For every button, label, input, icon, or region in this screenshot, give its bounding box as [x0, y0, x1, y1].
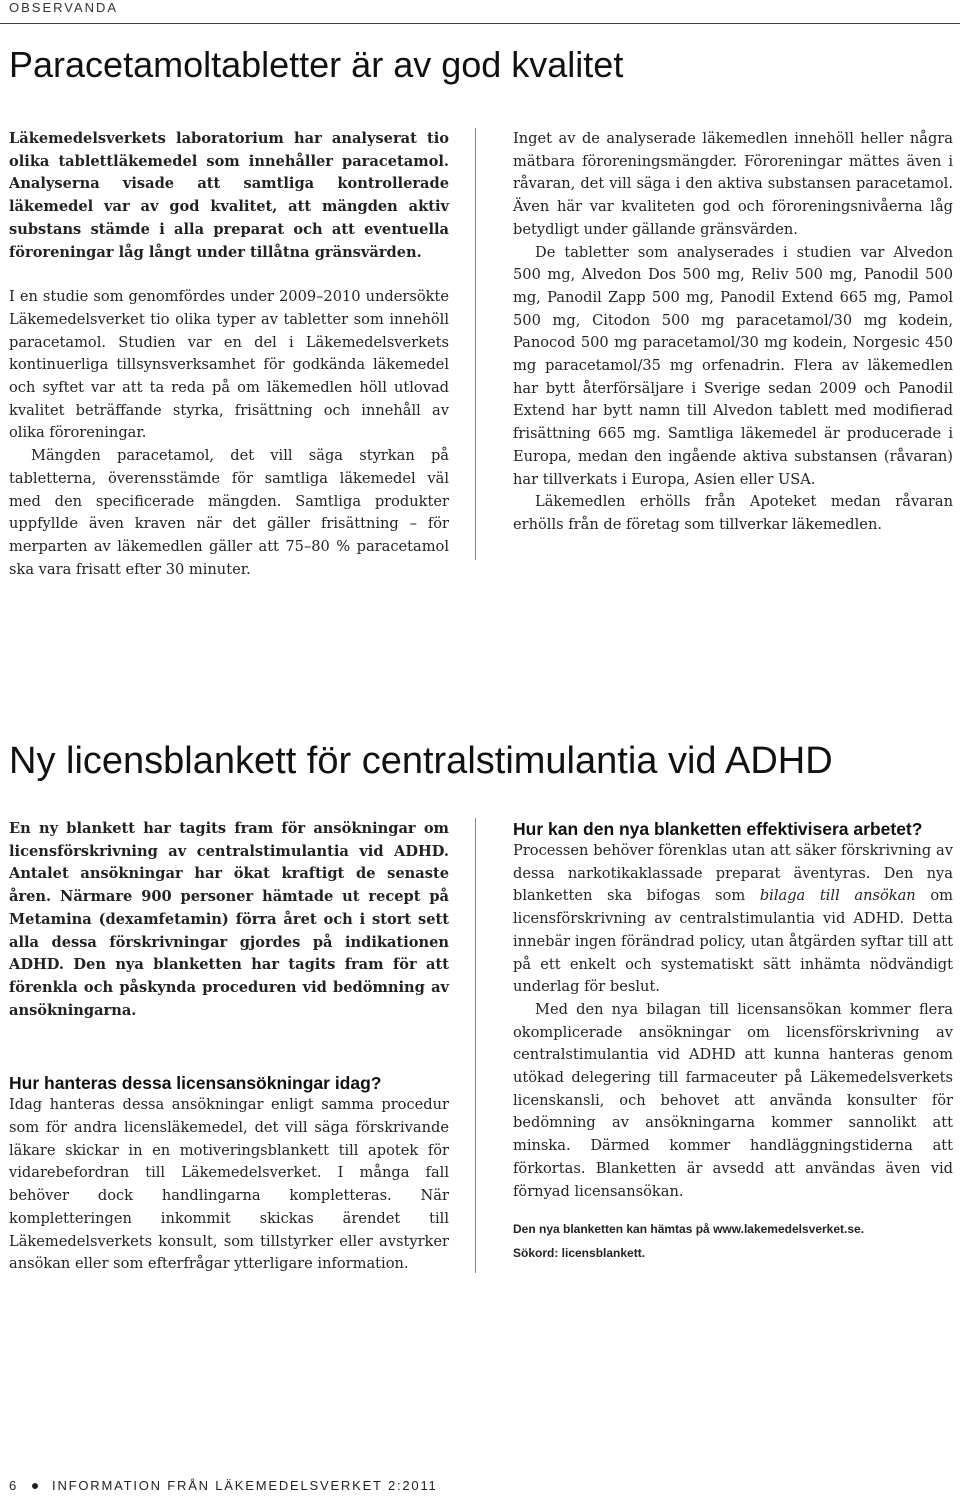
page-number: 6 — [9, 1478, 19, 1493]
article1-left-column — [9, 128, 449, 581]
article1-paragraph: De tabletter som analyserades i studien var Alvedon 500 mg, Alvedon Dos 500 mg, Reliv 500 mg, Panodil 500 mg, Panodil Zapp 500 mg, Panodil Extend 665 mg, Pamol 500 mg, Citodon 500 mg paracetamol/30 mg kodein, Panocod 500 mg paracetamol/30 mg kodein, Norgesic 450 mg paracetamol/35 mg orfenadrin. Flera av läkemedlen har bytt återförsäljare i Sverige sedan 2009 och Panodil Extend har bytt namn till Alvedon tablett med modifierad frisättning 665 mg. Samtliga läkemedel är producerade i Europa, medan den ingående aktiva substansen (råvaran) har tillverkats i Europa, Asien eller USA. — [513, 243, 953, 488]
top-divider — [0, 23, 960, 24]
article1-lead: Läkemedelsverkets laboratorium har analyserat tio olika tablettläkemedel som innehåller paracetamol. Analyserna visade att samtliga kontrollerade läkemedel var av god kvalitet, att mängden aktiv substans stämde i alla preparat och att eventuella föroreningar låg långt under tillåtna gränsvärden. — [9, 130, 449, 261]
download-note — [513, 1217, 953, 1265]
italic-phrase: bilaga till ansökan — [759, 887, 916, 905]
download-note-keyword: Sökord: licensblankett. — [513, 1246, 646, 1261]
article1-paragraph: Inget av de analyserade läkemedlen innehöll heller några mätbara föroreningsmängder. Föroreningar mättes även i råvaran, det vill säga i den aktiva substansen paracetamol. Även här var kvaliteten god och föroreningsnivåerna låg betydligt under gällande gränsvärden. — [513, 130, 953, 238]
article2-right-heading: Hur kan den nya blanketten effektivisera arbetet? — [513, 819, 923, 839]
column-divider — [475, 818, 476, 1273]
paragraph-text: Processen behöver förenklas utan att säker förskrivning av dessa narkotikaklassade preparat äventyras. Den nya blanketten ska bifogas som — [513, 842, 953, 905]
article2-lead: En ny blankett har tagits fram för ansökningar om licensförskrivning av centralstimulantia vid ADHD. Antalet ansökningar har ökat kraftigt de senaste åren. Närmare 900 personer hämtade ut recept på Metamina (dexamfetamin) förra året och i stort sett alla dessa förskrivningar gjordes på indikationen ADHD. Den nya blanketten har tagits fram för att förenkla och påskynda proceduren vid bedömning av ansökningarna. — [9, 820, 449, 1019]
article2-right-column — [513, 818, 953, 1265]
article1-paragraph: Mängden paracetamol, det vill säga styrkan på tabletterna, överensstämde för samtliga läkemedel väl med den specificerade mängden. Samtliga produkter uppfyllde även kraven när det gäller frisättning – för merparten av läkemedlen gäller att 75–80 % paracetamol ska vara frisatt efter 30 minuter. — [9, 447, 449, 578]
paragraph-text: om licensförskrivning av centralstimulantia vid ADHD. Detta innebär ingen förändrad policy, utan åtgärden syftar till att på ett enkelt och systematiskt sätt inhämta nödvändigt underlag för beslut. — [513, 887, 953, 996]
publication-name: INFORMATION FRÅN LÄKEMEDELSVERKET 2:2011 — [52, 1478, 438, 1493]
article2-left-column — [9, 818, 449, 1276]
section-label: OBSERVANDA — [9, 0, 119, 15]
article2-left-heading: Hur hanteras dessa licensansökningar idag? — [9, 1073, 382, 1094]
article1-paragraph: I en studie som genomfördes under 2009–2010 undersökte Läkemedelsverket tio olika typer av tabletter som innehöll paracetamol. Studien var en del i Läkemedelsverkets kontinuerliga tillsynsverksamhet för godkända läkemedel och syftet var att ta reda på om läkemedlen höll utlovad kvalitet beträffande styrka, frisättning och innehåll av olika föroreningar. — [9, 288, 449, 442]
article1-right-column — [513, 128, 953, 537]
page-footer — [9, 1478, 438, 1493]
article1-paragraph: Läkemedlen erhölls från Apoteket medan råvaran erhölls från de företag som tillverkar läkemedlen. — [513, 493, 953, 533]
article2-title: Ny licensblankett för centralstimulantia vid ADHD — [9, 740, 833, 782]
column-divider — [475, 128, 476, 560]
article2-paragraph — [513, 840, 953, 999]
bullet-icon — [32, 1483, 38, 1489]
article1-title: Paracetamoltabletter är av god kvalitet — [9, 44, 624, 85]
download-note-url: Den nya blanketten kan hämtas på www.lakemedelsverket.se. — [513, 1222, 865, 1237]
article2-paragraph: Med den nya bilagan till licensansökan kommer flera okomplicerade ansökningar om licensförskrivning av centralstimulantia vid ADHD att kunna hanteras genom utökad delegering till farmaceuter på Läkemedelsverkets licenskansli, och behovet att använda konsulter för bedömning av ansökningarna kommer sannolikt att minska. Därmed kommer handläggningstiderna att förkortas. Blanketten är avsedd att användas även vid förnyad licensansökan. — [513, 1000, 953, 1200]
article2-paragraph: Idag hanteras dessa ansökningar enligt samma procedur som för andra licensläkemedel, det vill säga förskrivande läkare skickar in en motiveringsblankett till apotek för vidarebefordran till Läkemedelsverket. I många fall behöver dock handlingarna kompletteras. När kompletteringen inkommit skickas ärendet till Läkemedelsverkets konsult, som tillstyrker eller avstyrker ansökan eller som efterfrågar ytterligare information. — [9, 1096, 449, 1273]
